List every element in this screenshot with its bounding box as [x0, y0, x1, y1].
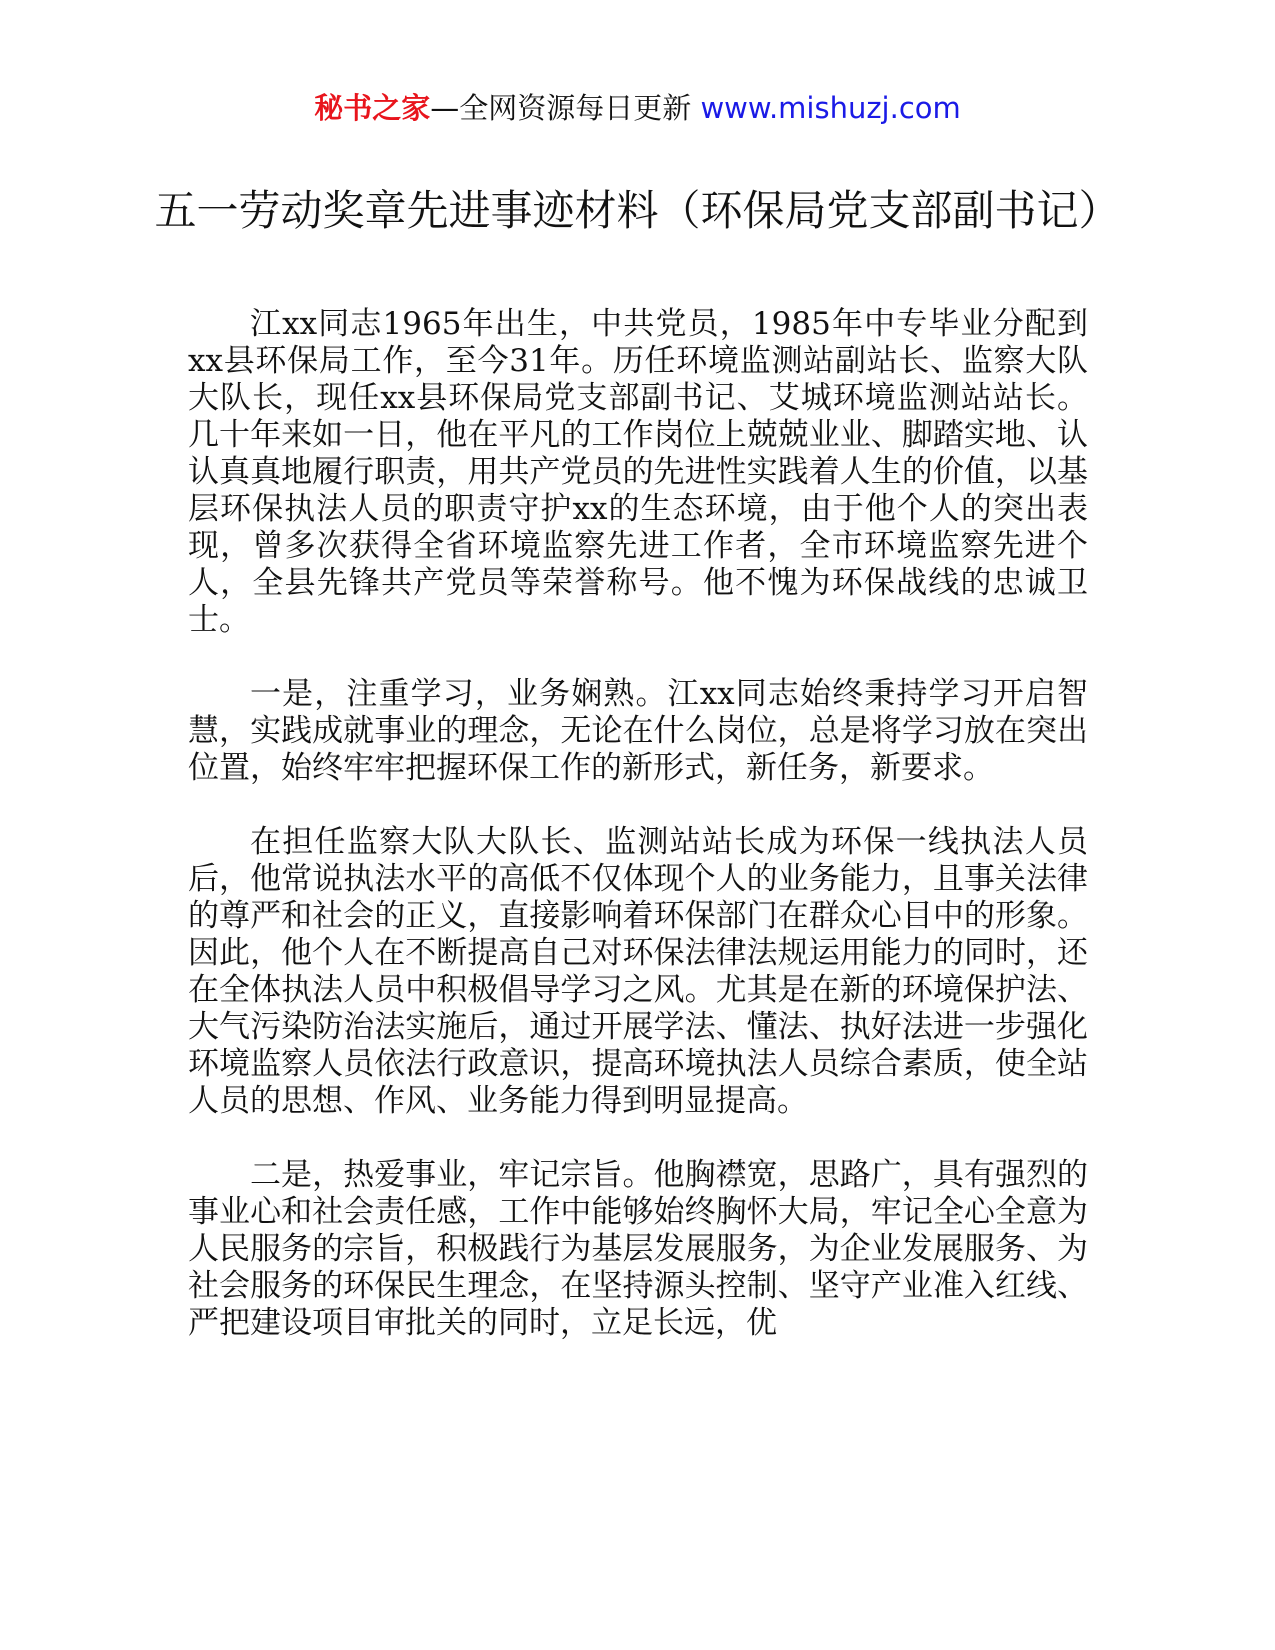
site-header	[0, 88, 1275, 128]
site-brand: 秘书之家	[314, 91, 431, 125]
paragraph-point-one: 一是，注重学习，业务娴熟。江xx同志始终秉持学习开启智慧，实践成就事业的理念，无论在什么岗位，总是将学习放在突出位置，始终牢牢把握环保工作的新形式，新任务，新要求。	[188, 676, 1088, 786]
paragraph-law-study: 在担任监察大队大队长、监测站站长成为环保一线执法人员后，他常说执法水平的高低不仅体现个人的业务能力，且事关法律的尊严和社会的正义，直接影响着环保部门在群众心目中的形象。因此，他个人在不断提高自己对环保法律法规运用能力的同时，还在全体执法人员中积极倡导学习之风。尤其是在新的环境保护法、大气污染防治法实施后，通过开展学法、懂法、执好法进一步强化环境监察人员依法行政意识，提高环境执法人员综合素质，使全站人员的思想、作风、业务能力得到明显提高。	[188, 824, 1088, 1119]
paragraph-intro: 江xx同志1965年出生，中共党员，1985年中专毕业分配到xx县环保局工作，至今31年。历任环境监测站副站长、监察大队大队长，现任xx县环保局党支部副书记、艾城环境监测站站长。几十年来如一日，他在平凡的工作岗位上兢兢业业、脚踏实地、认认真真地履行职责，用共产党员的先进性实践着人生的价值，以基层环保执法人员的职责守护xx的生态环境，由于他个人的突出表现，曾多次获得全省环境监察先进工作者，全市环境监察先进个人，全县先锋共产党员等荣誉称号。他不愧为环保战线的忠诚卫士。	[188, 306, 1088, 638]
paragraph-point-two: 二是，热爱事业，牢记宗旨。他胸襟宽，思路广，具有强烈的事业心和社会责任感，工作中能够始终胸怀大局，牢记全心全意为人民服务的宗旨，积极践行为基层发展服务，为企业发展服务、为社会服务的环保民生理念，在坚持源头控制、坚守产业准入红线、严把建设项目审批关的同时，立足长远，优	[188, 1157, 1088, 1341]
site-tagline: —全网资源每日更新	[430, 91, 701, 125]
document-title: 五一劳动奖章先进事迹材料（环保局党支部副书记）	[154, 186, 1121, 235]
document-body	[188, 306, 1088, 1379]
site-url-link[interactable]: www.mishuzj.com	[700, 91, 961, 125]
